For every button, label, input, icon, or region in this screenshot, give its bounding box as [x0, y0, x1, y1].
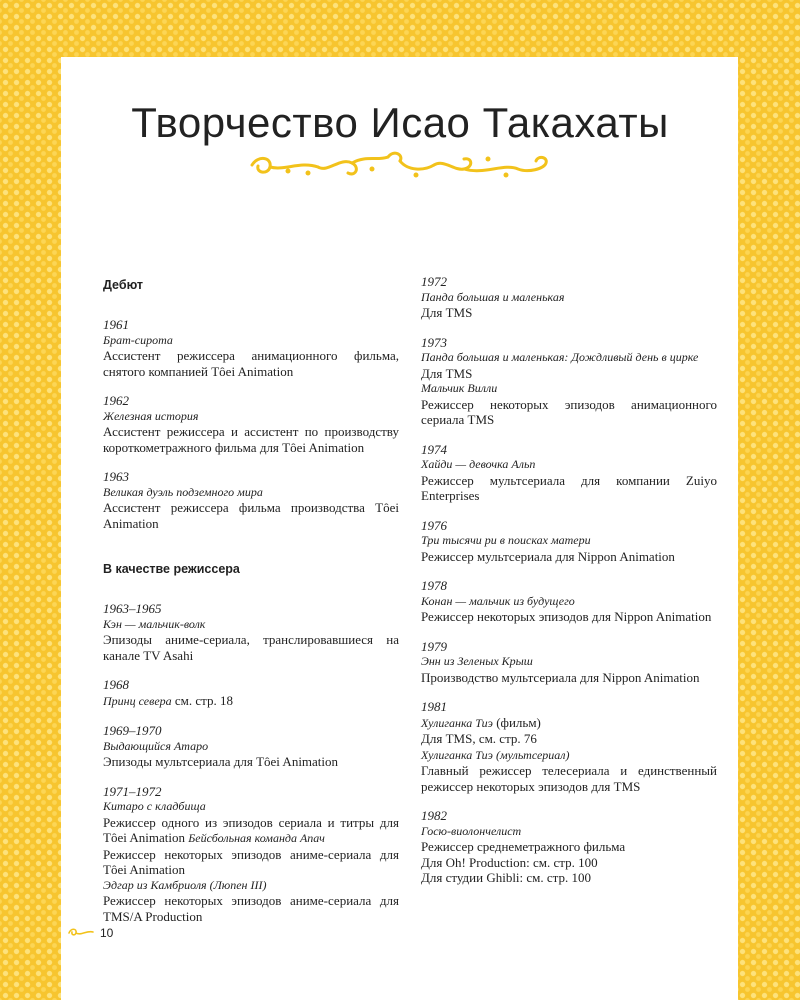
entry-title: Панда большая и маленькая: Дождливый день в цирке: [421, 350, 699, 364]
entry-year: 1968: [103, 677, 129, 692]
entry-title: Хулиганка Тиэ: [421, 715, 493, 730]
entry-title: Бейсбольная команда Апач: [188, 831, 325, 845]
page-title: Творчество Исао Такахаты: [131, 99, 669, 146]
entry-1981: [421, 699, 717, 794]
entry-description: Производство мультсериала для Nippon Animation: [421, 669, 700, 685]
entry-1982: [421, 808, 717, 886]
entry-1962: [103, 393, 399, 455]
entry-1972: [421, 274, 717, 321]
entry-year: 1973: [421, 334, 447, 350]
entry-1971-1972: [103, 784, 399, 925]
swirl-icon: [67, 926, 95, 938]
entry-year: 1976: [421, 517, 447, 533]
entry-description: Для TMS, см. стр. 76: [421, 731, 537, 746]
entry-description: Режиссер некоторых эпизодов аниме-сериала для Tôei Animation: [103, 846, 399, 877]
entry-description: Для TMS: [421, 365, 473, 381]
entry-1979: [421, 639, 717, 686]
entry-description: Режиссер некоторых эпизодов для Nippon Animation: [421, 609, 712, 624]
entry-title: Эдгар из Камбриоля (Люпен III): [103, 877, 267, 892]
left-column: [103, 275, 399, 938]
entry-description: Режиссер мультсериала для Nippon Animation: [421, 548, 675, 564]
entry-year: 1972: [421, 274, 447, 289]
entry-year: 1982: [421, 808, 447, 823]
decorative-scroll-ornament: [248, 147, 552, 187]
entry-1968: [103, 677, 399, 709]
entry-1963: [103, 469, 399, 531]
entry-description: Для TMS: [421, 305, 473, 320]
entry-year: 1963–1965: [103, 601, 162, 616]
entry-year: 1961: [103, 317, 129, 332]
entry-year: 1969–1970: [103, 723, 162, 738]
entry-1976: [421, 518, 717, 565]
entry-title: Гоcю-виолончелист: [421, 823, 522, 838]
entry-title: Железная история: [103, 408, 199, 423]
entry-description: Эпизоды мультсериала для Tôei Animation: [103, 754, 339, 769]
right-column: [421, 274, 717, 900]
entry-description: Главный режиссер телесериала и единственный режиссер некоторых эпизодов для TMS: [421, 763, 717, 794]
entry-title: Хулиганка Тиэ: [421, 747, 493, 762]
entry-description: Режиссер мультсериала для компании Zuiyo Enterprises: [421, 472, 717, 503]
entry-description: Для студии Ghibli: см. стр. 100: [421, 870, 592, 885]
entry-description: Режиссер среднеметражного фильма: [421, 839, 626, 854]
entry-title: Великая дуэль подземного мира: [103, 484, 263, 499]
entry-1974: [421, 442, 717, 504]
entry-year: 1971–1972: [103, 783, 162, 799]
entry-title: Хайди — девочка Альп: [421, 457, 536, 471]
entry-1963-1965: [103, 601, 399, 663]
entry-description: Режиссер некоторых эпизодов анимационного сериала TMS: [421, 396, 717, 427]
entry-title: Принц севера: [103, 693, 172, 708]
entry-title: Панда большая и маленькая: [421, 289, 565, 304]
entry-description: Эпизоды аниме-сериала, транслировавшиеся на канале TV Asahi: [103, 632, 399, 663]
entry-title-suffix: (мультсериал): [492, 747, 570, 762]
entry-1978: [421, 578, 717, 625]
entry-year: 1974: [421, 441, 447, 457]
entry-year: 1978: [421, 578, 447, 593]
entry-title: Энн из Зеленых Крыш: [421, 654, 533, 668]
section-heading-director: В качестве режиссера: [103, 562, 240, 576]
entry-title: Брат-сирота: [103, 332, 173, 347]
entry-description: Ассистент режиссера анимационного фильма, снятого компанией Tôei Animation: [103, 348, 399, 379]
entry-year: 1962: [103, 393, 129, 408]
entry-1973: [421, 335, 717, 428]
entry-year: 1979: [421, 638, 447, 654]
entry-title: Три тысячи ри в поисках матери: [421, 533, 591, 547]
page-number: 10: [100, 926, 114, 940]
entry-title: Мальчик Вилли: [421, 381, 498, 395]
entry-1961: [103, 317, 399, 379]
entry-description: Ассистент режиссера и ассистент по производству короткометражного фильма для Tôei Animation: [103, 424, 399, 455]
entry-year: 1963: [103, 469, 129, 484]
entry-title: Конан — мальчик из будущего: [421, 593, 575, 608]
entry-description: Для Oh! Production: см. стр. 100: [421, 854, 598, 870]
section-heading-debut: Дебют: [103, 278, 144, 292]
entry-1969-1970: [103, 723, 399, 770]
entry-year: 1981: [421, 699, 447, 714]
entry-title-suffix: (фильм): [492, 714, 541, 730]
entry-description: Режиссер одного из эпизодов сериала и титры для Tôei Animation: [103, 814, 399, 845]
entry-title: Выдающийся Атаро: [103, 738, 209, 753]
entry-title: Кэн — мальчик-волк: [103, 616, 206, 631]
entry-description: см. стр. 18: [171, 692, 234, 708]
entry-description: Ассистент режиссера фильма производства Tôei Animation: [103, 500, 399, 531]
entry-title: Китаро с кладбища: [103, 799, 206, 813]
entry-description: Режиссер некоторых эпизодов аниме-сериала для TMS/A Production: [103, 893, 399, 924]
